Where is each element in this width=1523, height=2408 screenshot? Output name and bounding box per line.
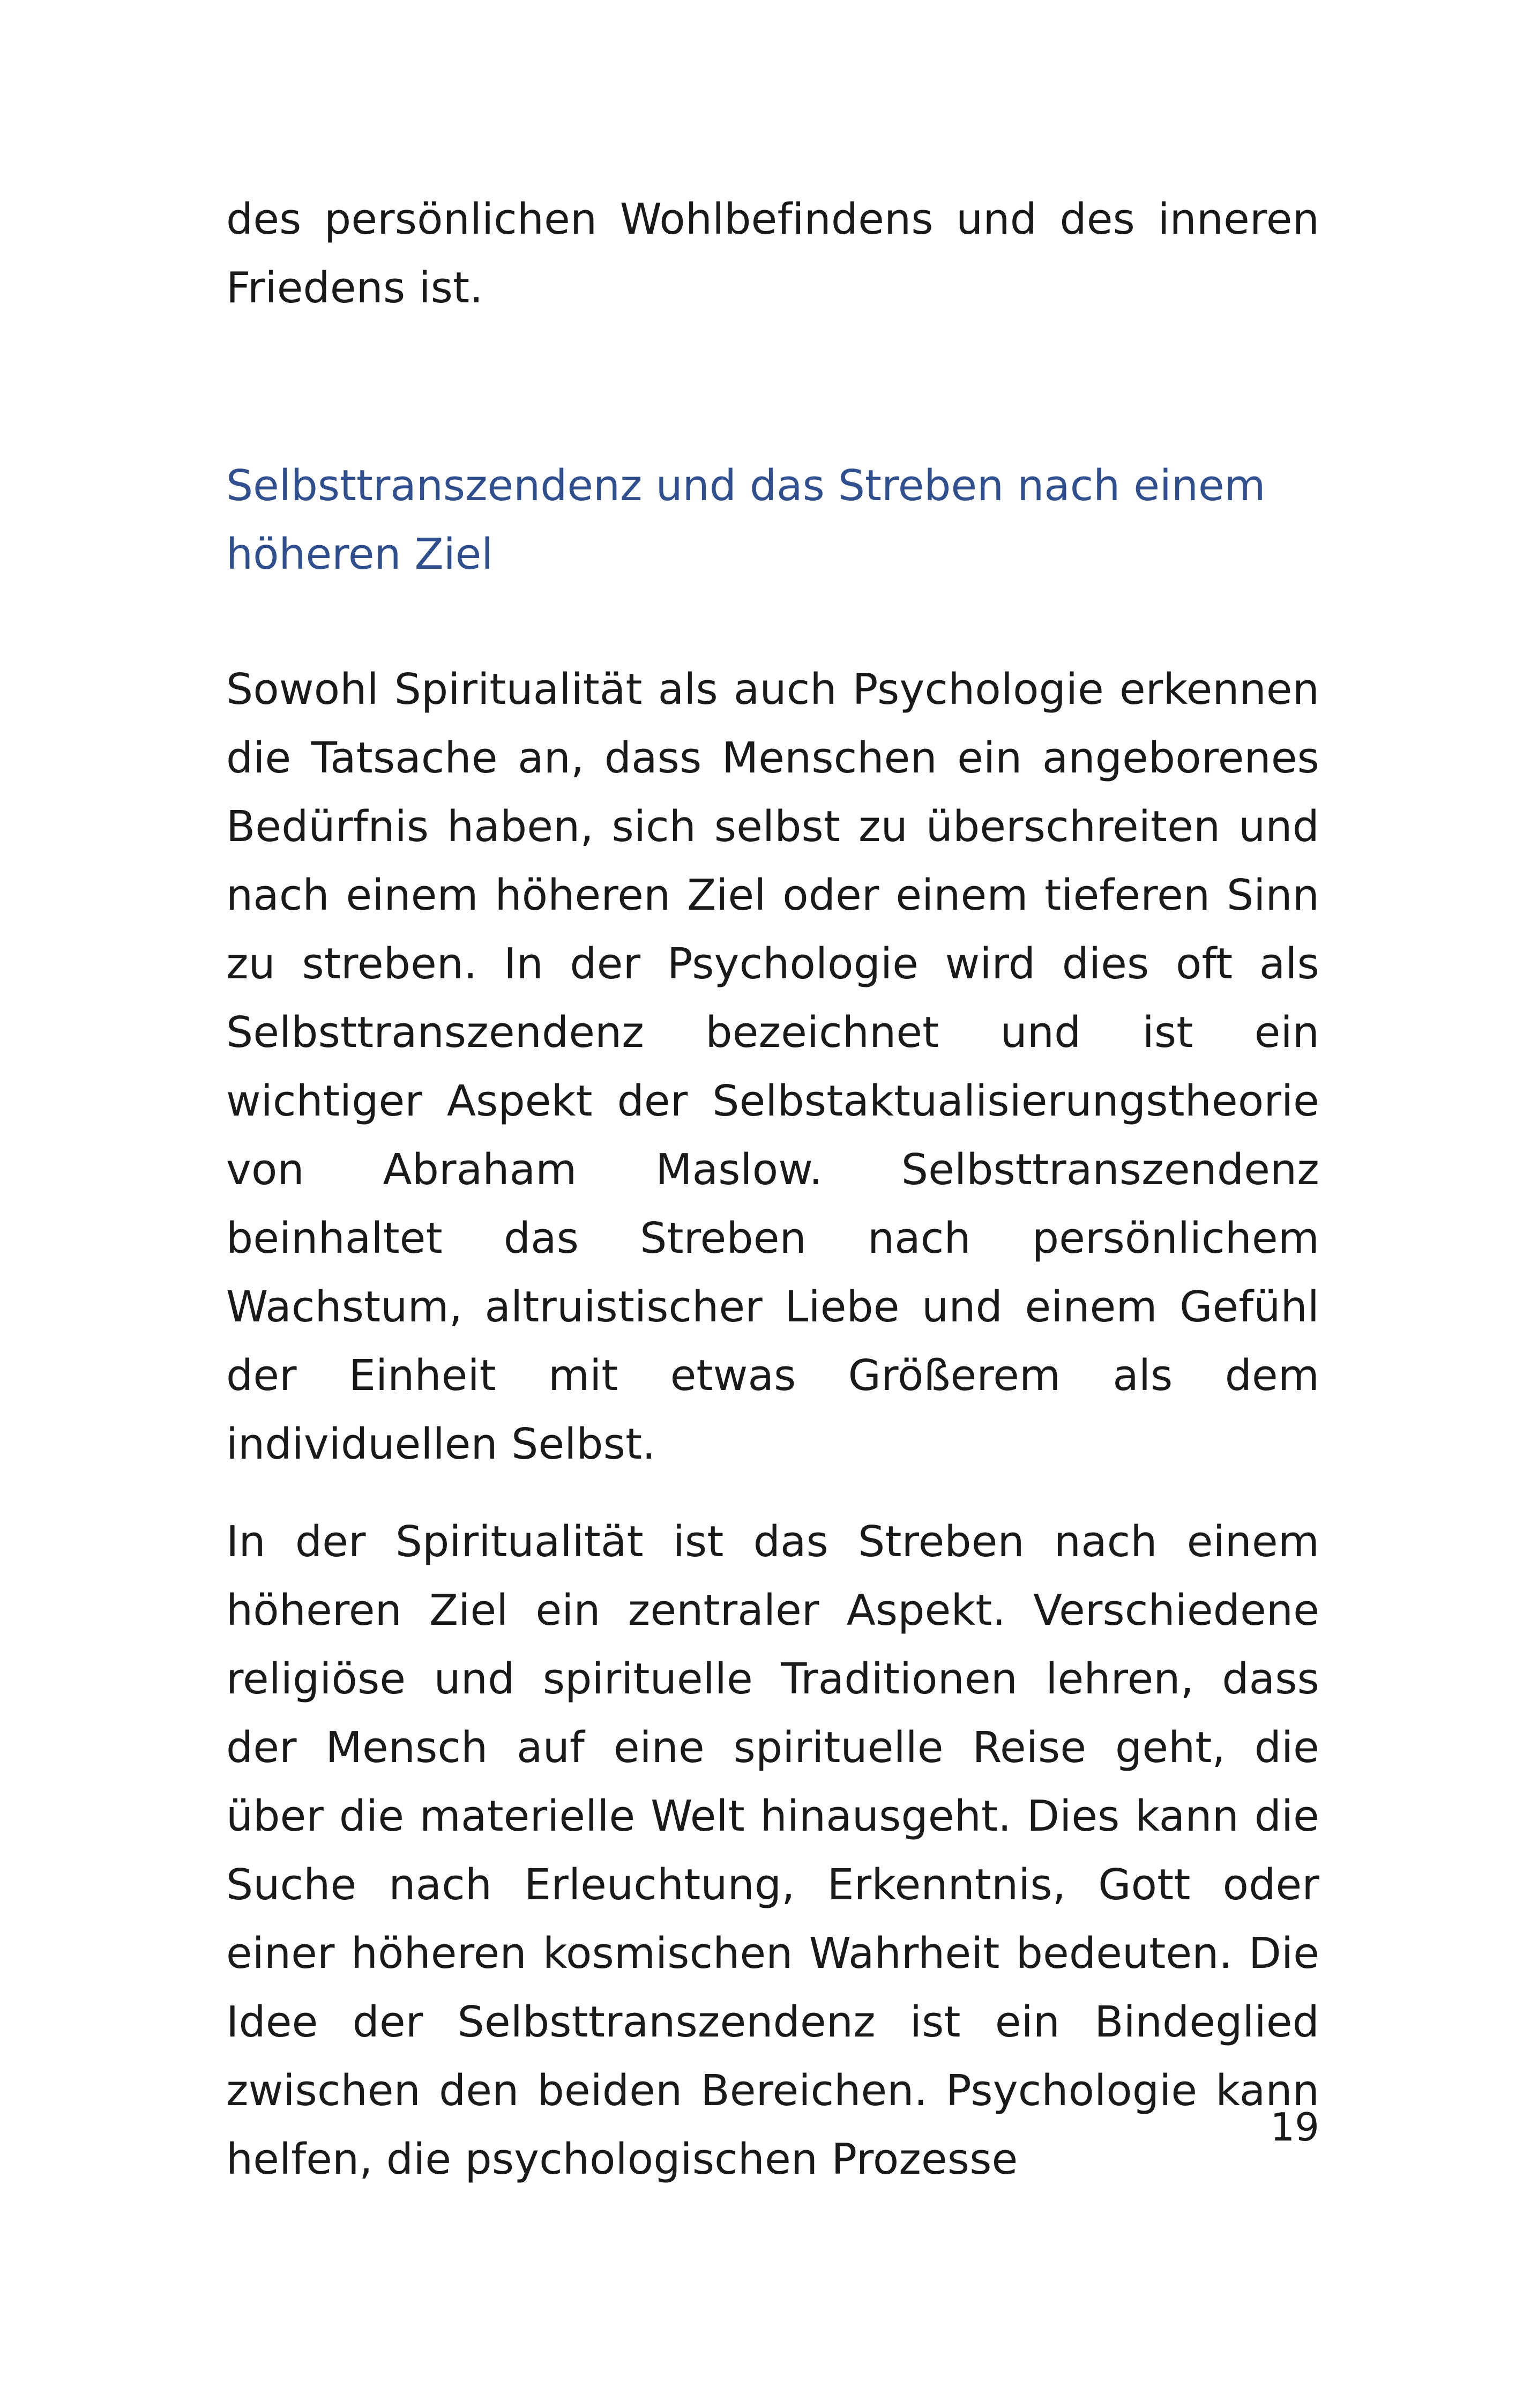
page-number: 19 bbox=[1270, 2105, 1319, 2150]
paragraph-self-transcendence: Sowohl Spiritualität als auch Psychologie erkennen die Tatsache an, dass Menschen ein angeborenes Bedürfnis haben, sich selbst zu überschreiten und nach einem höheren Ziel oder einem tieferen Sinn zu streben. In der Psychologie wird dies oft als Selbsttranszendenz bezeichnet und ist ein wichtiger Aspekt der Selbstaktualisierungstheorie von Abraham Maslow. Selbsttranszendenz beinhaltet das Streben nach persönlichem Wachstum, altruistischer Liebe und einem Gefühl der Einheit mit etwas Größerem als dem individuellen Selbst. bbox=[226, 665, 1319, 1469]
paragraph-continuation: des persönlichen Wohlbefindens und des inneren Friedens ist. bbox=[226, 195, 1319, 313]
page-content bbox=[226, 185, 1319, 2194]
section-heading: Selbsttranszendenz und das Streben nach einem höheren Ziel bbox=[226, 461, 1266, 579]
paragraph-spirituality: In der Spiritualität ist das Streben nach einem höheren Ziel ein zentraler Aspekt. Verschiedene religiöse und spirituelle Traditionen lehren, dass der Mensch auf eine spirituelle Reise geht, die über die materielle Welt hinausgeht. Dies kann die Suche nach Erleuchtung, Erkenntnis, Gott oder einer höheren kosmischen Wahrheit bedeuten. Die Idee der Selbsttranszendenz ist ein Bindeglied zwischen den beiden Bereichen. Psychologie kann helfen, die psychologischen Prozesse bbox=[226, 1517, 1319, 2184]
